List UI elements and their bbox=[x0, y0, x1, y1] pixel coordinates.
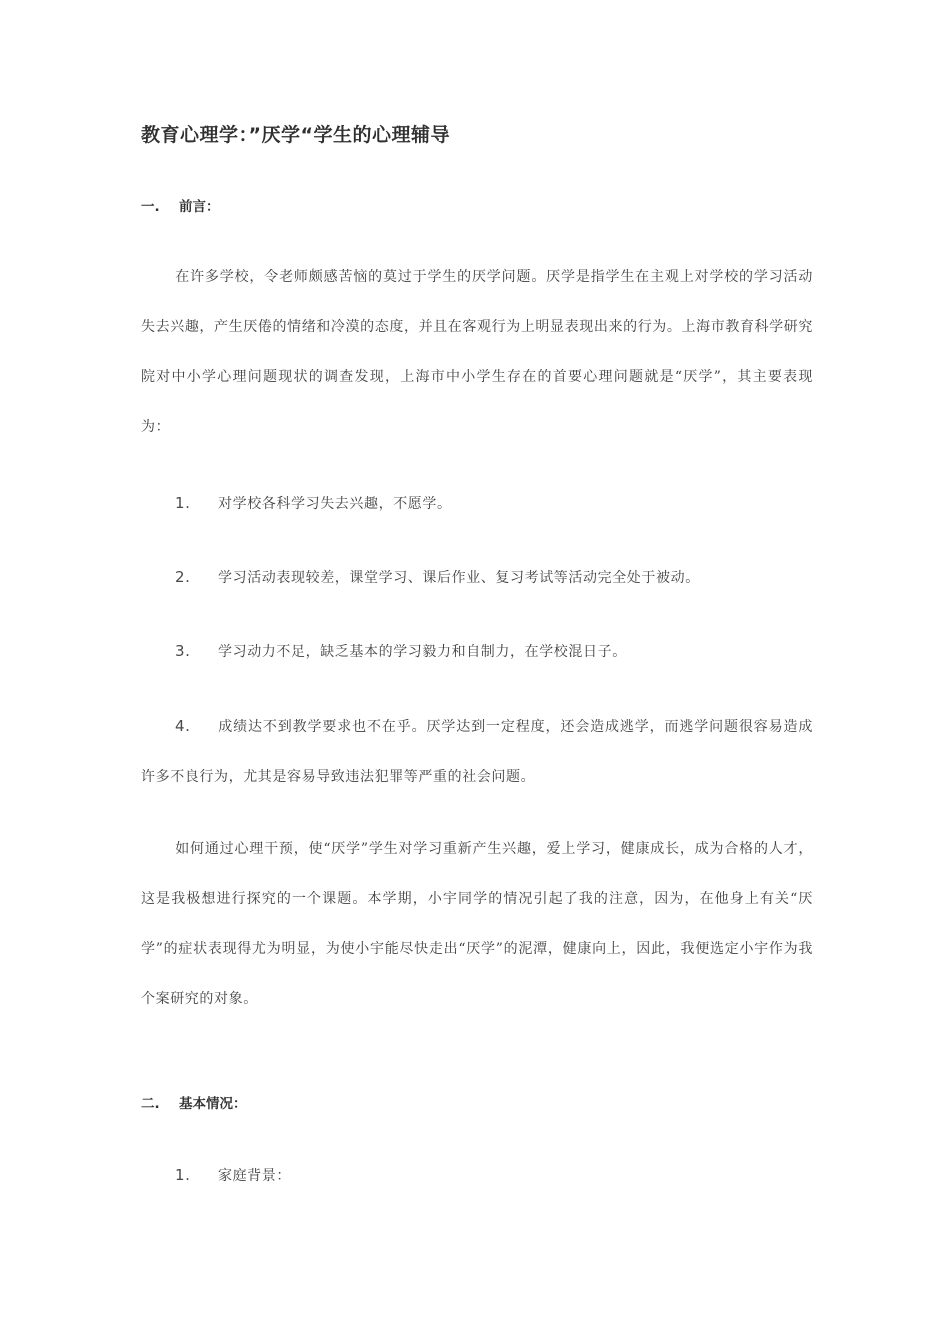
list-item-text: 成绩达不到教学要求也不在乎。厌学达到一定程度，还会造成逃学，而逃学问题很容易造成许多不良行为，尤其是容易导致违法犯罪等严重的社会问题。 bbox=[141, 719, 813, 785]
intro-paragraph bbox=[141, 252, 813, 452]
list-item-text: 家庭背景： bbox=[218, 1168, 291, 1184]
section-number: 一. bbox=[141, 199, 160, 215]
symptom-item-4 bbox=[141, 701, 813, 802]
list-number: 4. bbox=[175, 717, 191, 735]
basic-info-item-1 bbox=[141, 1150, 813, 1201]
list-number: 3. bbox=[175, 642, 191, 660]
section-heading-basic-info bbox=[141, 1092, 247, 1112]
list-item-text: 学习活动表现较差，课堂学习、课后作业、复习考试等活动完全处于被动。 bbox=[218, 570, 700, 586]
list-number: 2. bbox=[175, 568, 191, 586]
section-title: 前言： bbox=[179, 199, 220, 215]
document-title: 教育心理学：”厌学“学生的心理辅导 bbox=[141, 124, 450, 146]
purpose-paragraph-text: 如何通过心理干预，使“厌学”学生对学习重新产生兴趣，爱上学习，健康成长，成为合格的人才，这是我极想进行探究的一个课题。本学期，小宇同学的情况引起了我的注意，因为，在他身上有关“厌学”的症状表现得尤为明显，为使小宇能尽快走出“厌学”的泥潭，健康向上，因此，我便选定小宇作为我个案研究的对象。 bbox=[141, 841, 813, 1007]
symptom-item-3 bbox=[141, 626, 813, 677]
list-item-text: 对学校各科学习失去兴趣，不愿学。 bbox=[218, 496, 452, 512]
intro-paragraph-text: 在许多学校，令老师颇感苦恼的莫过于学生的厌学问题。厌学是指学生在主观上对学校的学习活动失去兴趣，产生厌倦的情绪和冷漠的态度，并且在客观行为上明显表现出来的行为。上海市教育科学研究院对中小学心理问题现状的调查发现，上海市中小学生存在的首要心理问题就是“厌学”，其主要表现为： bbox=[141, 269, 813, 435]
section-heading-preface bbox=[141, 195, 220, 215]
list-number: 1. bbox=[175, 1166, 191, 1184]
list-item-text: 学习动力不足，缺乏基本的学习毅力和自制力，在学校混日子。 bbox=[218, 644, 627, 660]
section-title: 基本情况： bbox=[179, 1096, 247, 1112]
purpose-paragraph bbox=[141, 824, 813, 1024]
symptom-item-2 bbox=[141, 552, 813, 603]
list-number: 1. bbox=[175, 494, 191, 512]
section-number: 二. bbox=[141, 1096, 160, 1112]
symptom-item-1 bbox=[141, 478, 813, 529]
